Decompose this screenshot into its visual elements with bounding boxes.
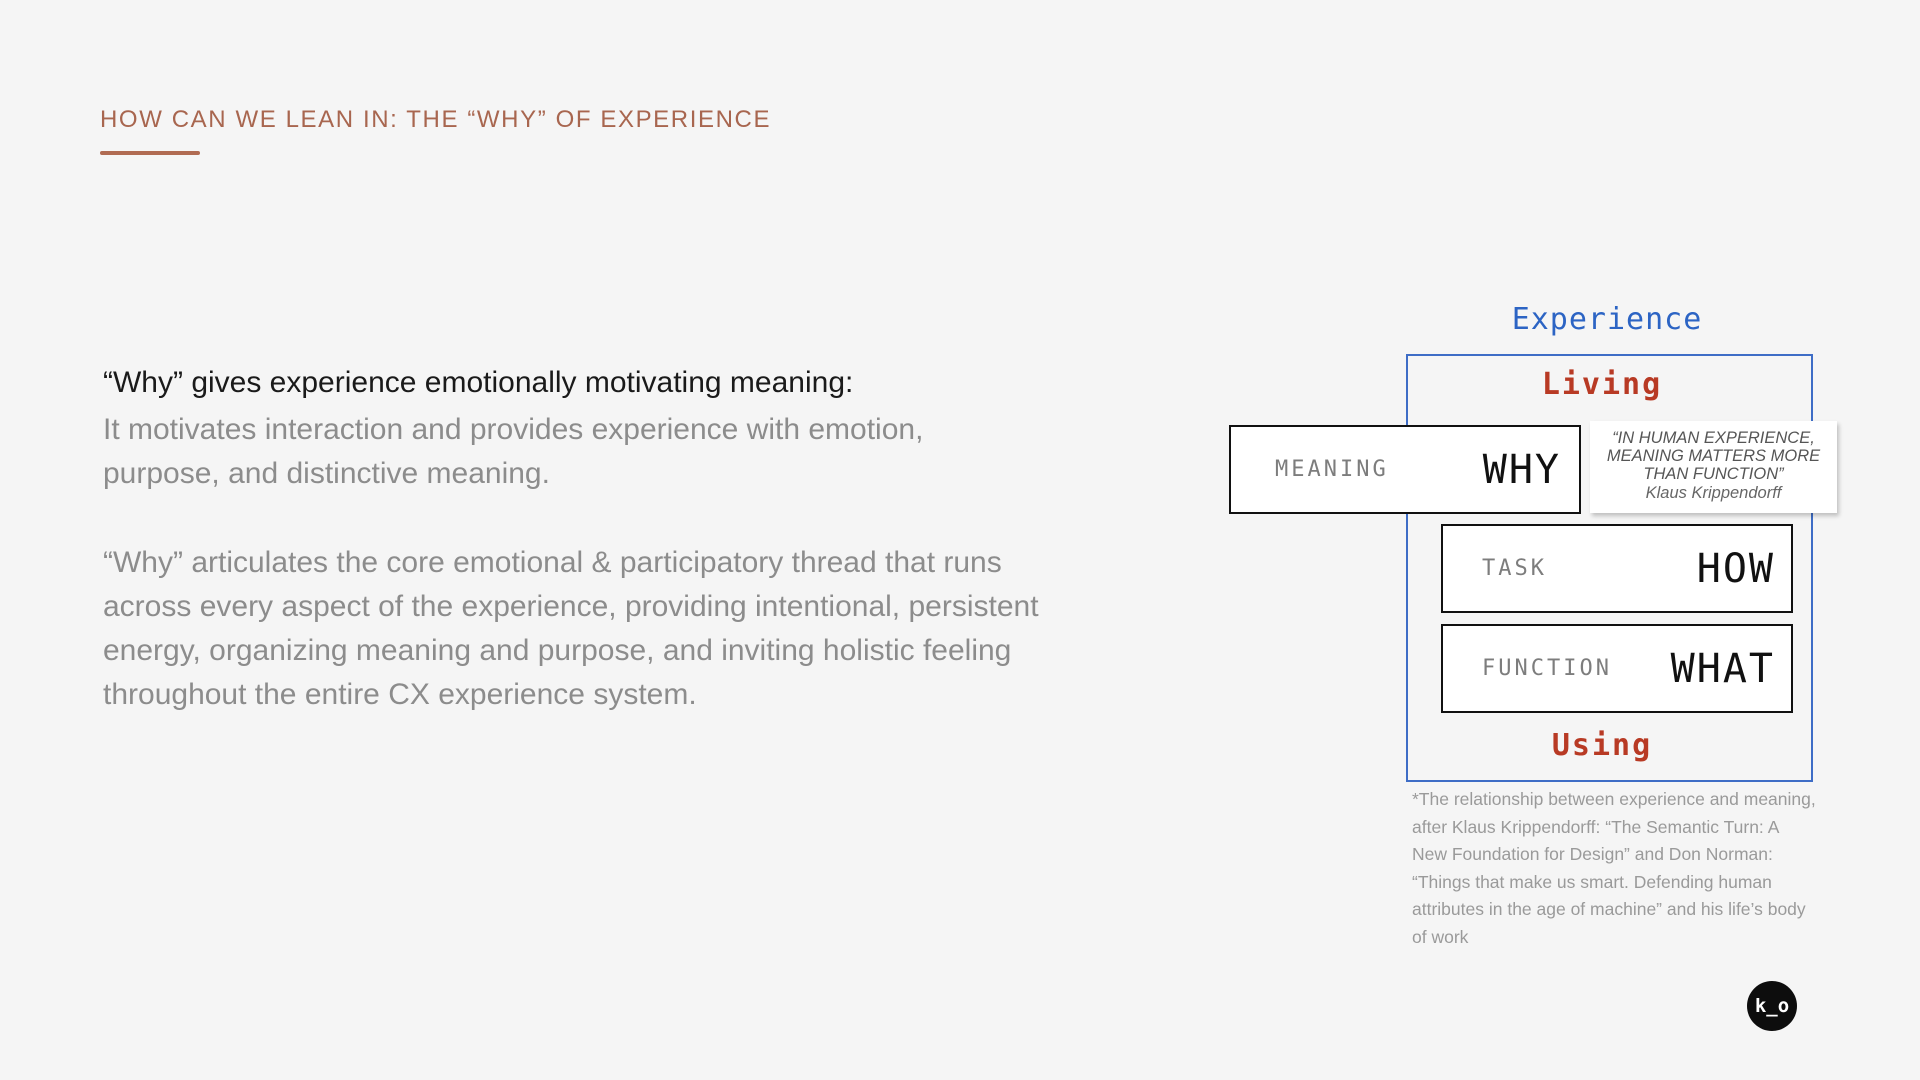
quote-text: “IN HUMAN EXPERIENCE, MEANING MATTERS MORE THAN FUNCTION”: [1606, 429, 1821, 483]
layer-sub-label: TASK: [1482, 556, 1547, 581]
lead-body: It motivates interaction and provides experience with emotion, purpose, and distinctive meaning.: [103, 413, 924, 490]
lead-heading: “Why” gives experience emotionally motivating meaning:: [103, 366, 854, 399]
logo-badge: k_o: [1747, 981, 1797, 1031]
experience-label: Experience: [1511, 302, 1703, 337]
layer-function-what: [1441, 624, 1793, 713]
title-underline: [100, 151, 200, 155]
layer-main-label: WHAT: [1670, 645, 1775, 692]
layer-main-label: HOW: [1696, 545, 1775, 592]
using-label: Using: [1551, 728, 1653, 763]
quote-author: Klaus Krippendorff: [1645, 484, 1782, 502]
layer-task-how: [1441, 524, 1793, 613]
living-label: Living: [1541, 367, 1663, 402]
layer-meaning-why: [1229, 425, 1581, 514]
layer-sub-label: FUNCTION: [1482, 656, 1612, 681]
quote-card: [1590, 421, 1837, 513]
footnote: *The relationship between experience and meaning, after Klaus Krippendorff: “The Semantic Turn: A New Foundation for Design” and Don Norman: “Things that make us smart. Defending human attributes in the age of machine” and his life’s body of work: [1412, 789, 1816, 947]
layer-sub-label: MEANING: [1275, 457, 1389, 482]
second-paragraph: “Why” articulates the core emotional & participatory thread that runs across every aspect of the experience, providing intentional, persistent energy, organizing meaning and purpose, and inviting holistic feeling throughout the entire CX experience system.: [103, 546, 1039, 711]
layer-main-label: WHY: [1482, 446, 1561, 493]
slide-title: HOW CAN WE LEAN IN: THE “WHY” OF EXPERIENCE: [100, 106, 772, 133]
